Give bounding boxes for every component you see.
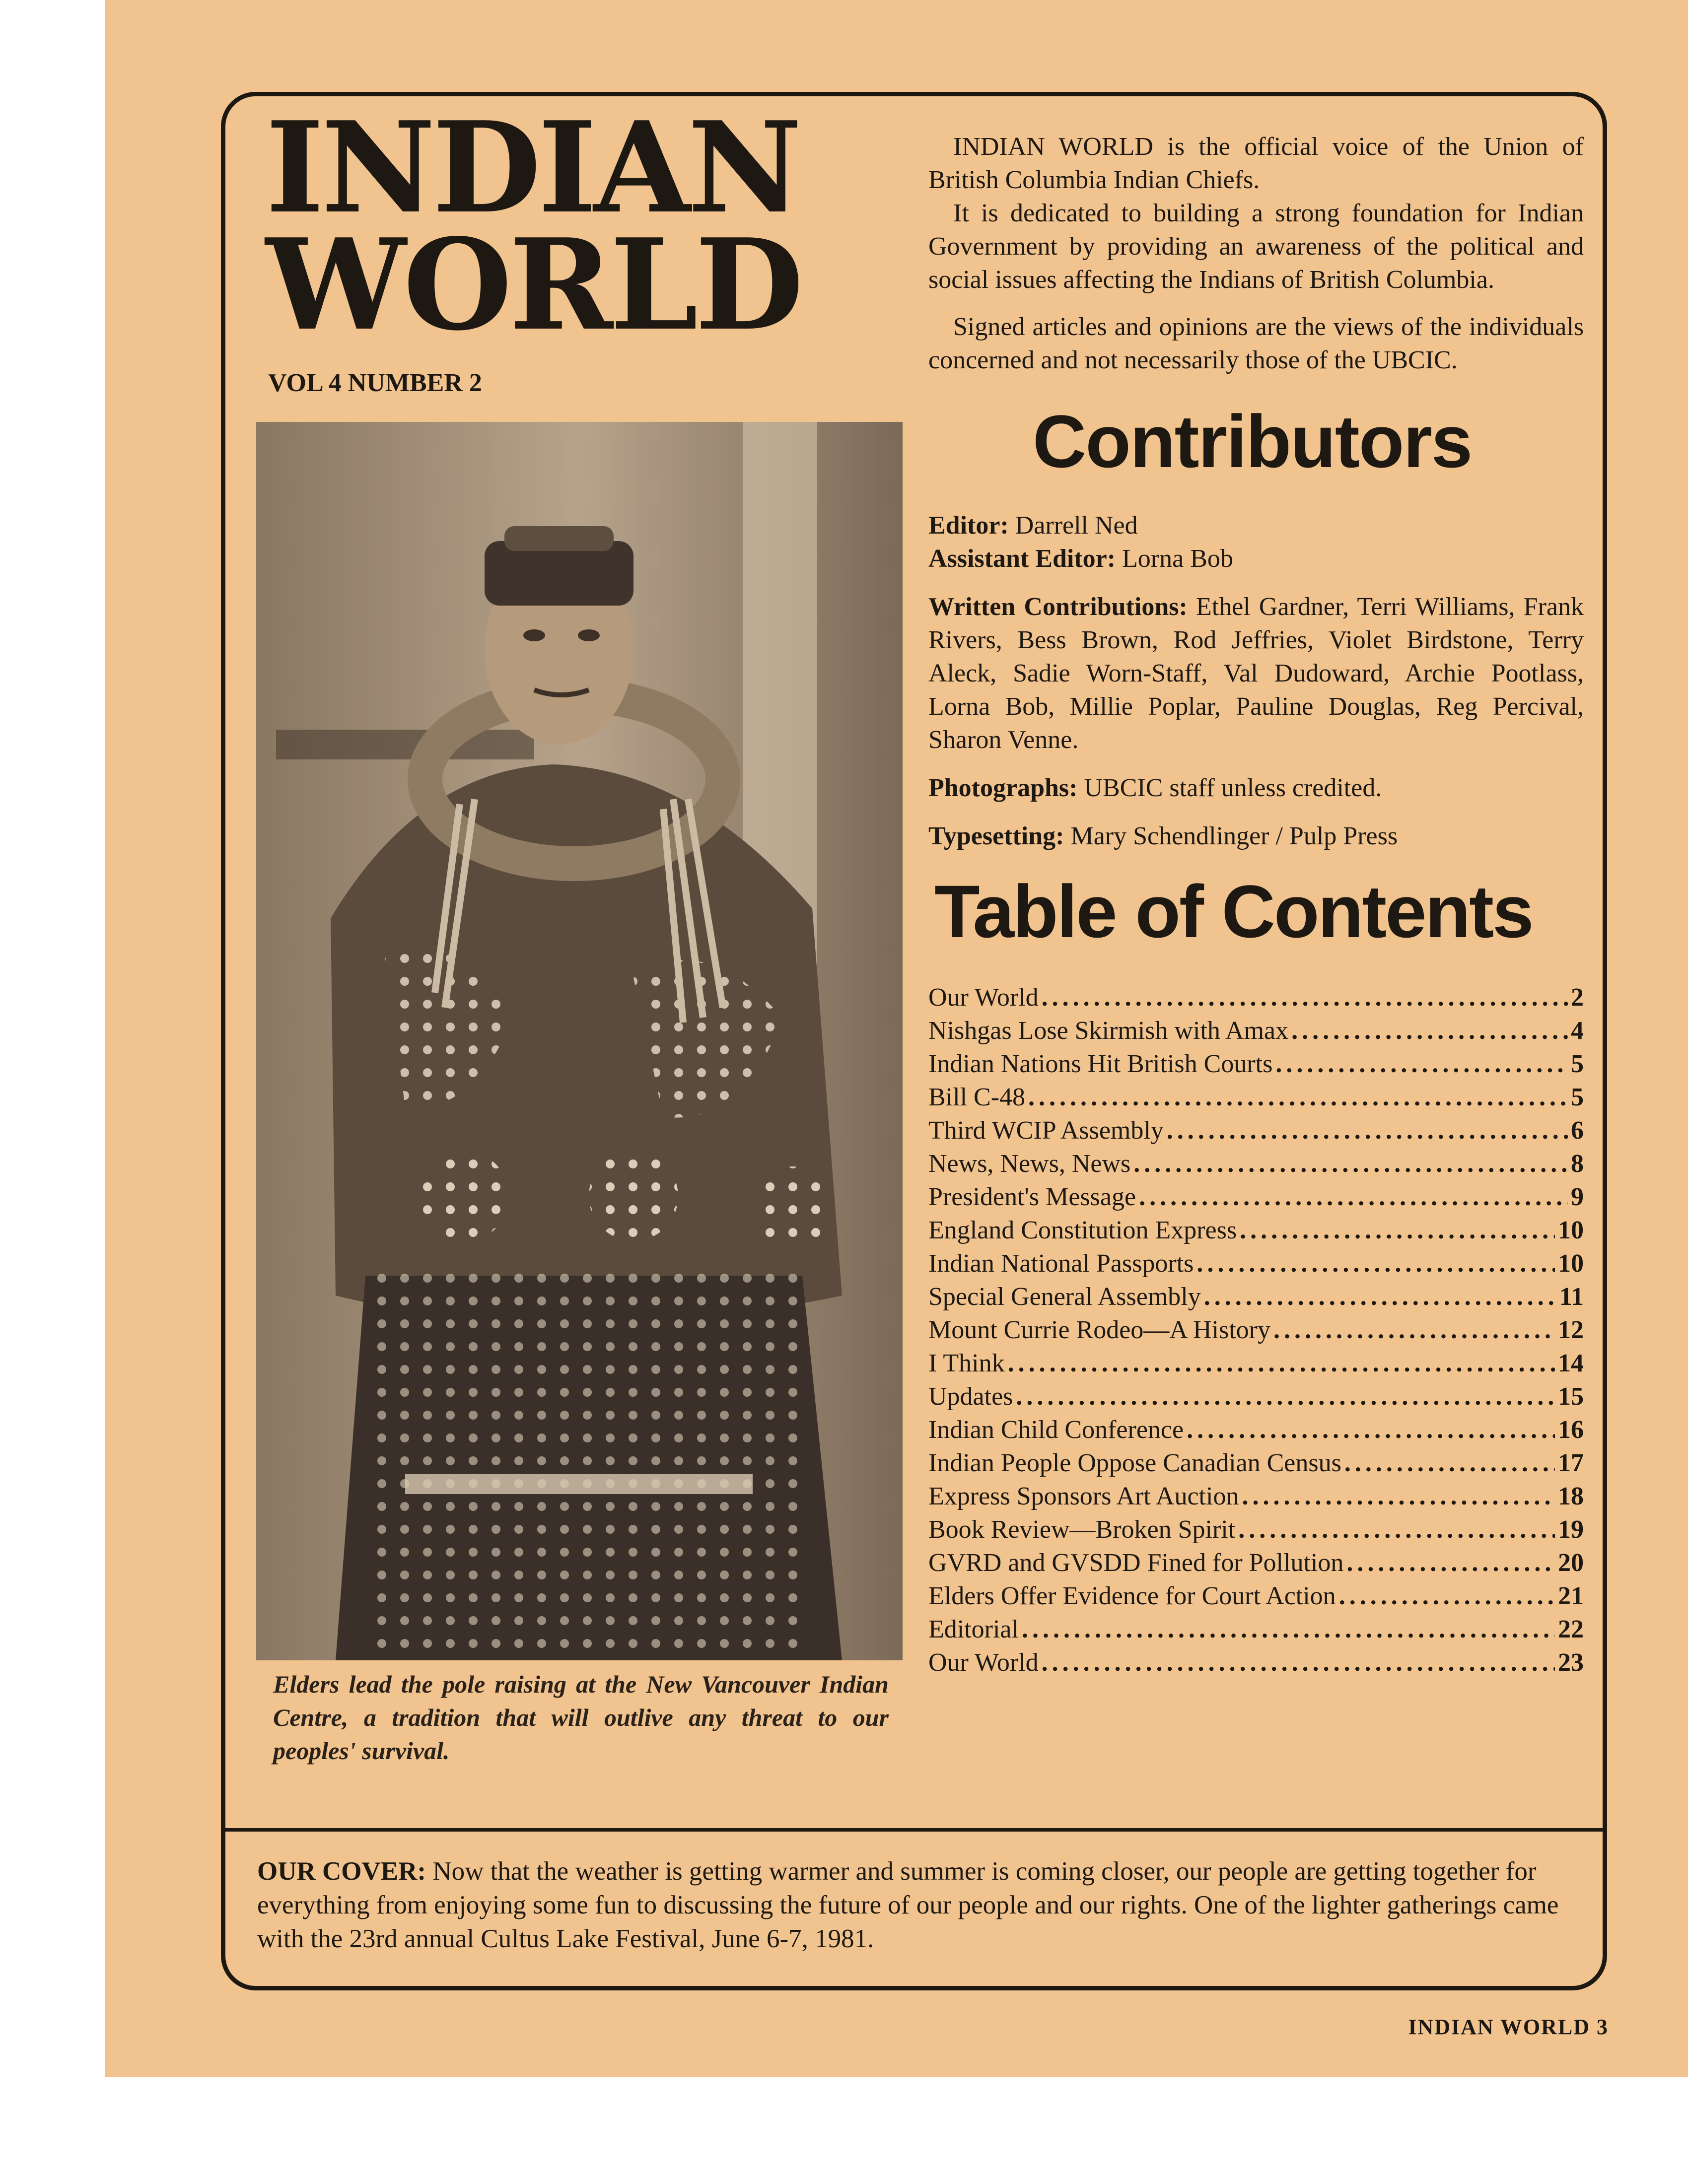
toc-entry-page: 2 xyxy=(1571,983,1584,1012)
toc-entry-page: 14 xyxy=(1558,1349,1584,1377)
toc-entry-page: 21 xyxy=(1558,1582,1584,1610)
toc-entry xyxy=(928,1247,1584,1280)
table-of-contents-list xyxy=(928,981,1584,1679)
toc-leader-dots xyxy=(1240,1214,1555,1247)
toc-entry xyxy=(928,1280,1584,1313)
toc-entry xyxy=(928,1081,1584,1114)
toc-entry-title: Indian Child Conference xyxy=(928,1416,1184,1444)
toc-entry-title: Elders Offer Evidence for Court Action xyxy=(928,1582,1336,1610)
toc-entry-page: 19 xyxy=(1558,1515,1584,1544)
typesetting-text: Mary Schendlinger / Pulp Press xyxy=(1064,822,1398,850)
toc-leader-dots xyxy=(1187,1413,1555,1446)
toc-entry xyxy=(928,1579,1584,1613)
masthead-title xyxy=(266,94,842,358)
toc-entry xyxy=(928,1446,1584,1480)
toc-entry-title: GVRD and GVSDD Fined for Pollution xyxy=(928,1549,1344,1577)
toc-entry xyxy=(928,1413,1584,1446)
photographs-credit xyxy=(928,771,1584,805)
right-column xyxy=(928,130,1584,1679)
toc-leader-dots xyxy=(1339,1579,1555,1613)
toc-entry-title: Third WCIP Assembly xyxy=(928,1116,1164,1145)
toc-entry-title: Nishgas Lose Skirmish with Amax xyxy=(928,1017,1289,1045)
written-contributions-credit xyxy=(928,590,1584,756)
typesetting-credit xyxy=(928,819,1584,853)
written-contributions-label: Written Contributions: xyxy=(928,593,1188,621)
toc-entry-page: 23 xyxy=(1558,1648,1584,1677)
photographs-text: UBCIC staff unless credited. xyxy=(1077,774,1382,802)
toc-entry-title: Updates xyxy=(928,1382,1013,1411)
toc-entry xyxy=(928,1380,1584,1413)
cover-note-label: OUR COVER: xyxy=(257,1857,426,1886)
toc-entry-page: 5 xyxy=(1571,1083,1584,1111)
toc-entry-title: Indian Nations Hit British Courts xyxy=(928,1050,1273,1078)
toc-entry xyxy=(928,1613,1584,1646)
toc-leader-dots xyxy=(1344,1446,1555,1480)
assistant-editor-name: Lorna Bob xyxy=(1116,545,1233,573)
toc-entry xyxy=(928,1014,1584,1047)
page-folio: INDIAN WORLD 3 xyxy=(1408,2015,1609,2039)
toc-entry xyxy=(928,1114,1584,1147)
toc-entry-title: Editorial xyxy=(928,1615,1019,1643)
toc-leader-dots xyxy=(1167,1114,1568,1147)
intro-text xyxy=(928,130,1584,377)
toc-entry-page: 6 xyxy=(1571,1116,1584,1145)
elder-photograph xyxy=(256,422,903,1660)
toc-entry-title: Indian National Passports xyxy=(928,1249,1194,1278)
cover-note-text: Now that the weather is getting warmer and summer is coming closer, our people are getting together for everything from enjoying some fun to discussing the future of our people and our rights. One of the lighter gatherings came with the 23rd annual Cultus Lake Festival, June 6-7, 1981. xyxy=(257,1857,1559,1953)
toc-entry-page: 4 xyxy=(1571,1017,1584,1045)
toc-entry-title: Mount Currie Rodeo—A History xyxy=(928,1316,1270,1344)
contributors-heading: Contributors xyxy=(1033,400,1472,483)
intro-paragraph: It is dedicated to building a strong foundation for Indian Government by providing an awareness of the political and social issues affecting the Indians of British Columbia. xyxy=(928,199,1584,294)
toc-entry-page: 22 xyxy=(1558,1615,1584,1643)
toc-leader-dots xyxy=(1346,1546,1555,1579)
toc-entry-title: Indian People Oppose Canadian Census xyxy=(928,1449,1341,1477)
assistant-editor-credit xyxy=(928,542,1584,575)
intro-paragraph: INDIAN WORLD is the official voice of the Union of British Columbia Indian Chiefs. xyxy=(928,133,1584,194)
toc-entry-title: I Think xyxy=(928,1349,1005,1377)
toc-entry-title: News, News, News xyxy=(928,1150,1131,1178)
masthead-line-2: WORLD xyxy=(266,211,801,358)
toc-entry xyxy=(928,1313,1584,1347)
toc-entry-title: England Constitution Express xyxy=(928,1216,1237,1244)
toc-entry xyxy=(928,1646,1584,1679)
toc-entry xyxy=(928,1513,1584,1546)
toc-entry-page: 15 xyxy=(1558,1382,1584,1411)
toc-entry-page: 10 xyxy=(1558,1249,1584,1278)
toc-leader-dots xyxy=(1133,1147,1568,1180)
toc-leader-dots xyxy=(1016,1380,1555,1413)
photographs-label: Photographs: xyxy=(928,774,1078,802)
toc-entry-title: Our World xyxy=(928,1648,1039,1677)
written-contributions-names: Ethel Gardner, Terri Williams, Frank Rivers, Bess Brown, Rod Jeffries, Violet Birdstone, Terry Aleck, Sadie Worn-Staff, Val Dudoward, Archie Pootlass, Lorna Bob, Millie Poplar, Pauline Douglas, Reg Percival, Sharon Venne. xyxy=(928,593,1584,754)
assistant-editor-label: Assistant Editor: xyxy=(928,545,1116,573)
toc-entry-title: President's Message xyxy=(928,1183,1136,1211)
toc-leader-dots xyxy=(1028,1081,1568,1114)
volume-number: VOL 4 NUMBER 2 xyxy=(268,369,482,397)
toc-entry-page: 10 xyxy=(1558,1216,1584,1244)
cover-note-divider xyxy=(225,1828,1603,1832)
masthead-line-1: INDIAN xyxy=(266,94,799,241)
toc-entry xyxy=(928,1180,1584,1214)
elder-photograph-image xyxy=(256,422,903,1660)
toc-leader-dots xyxy=(1273,1313,1555,1347)
toc-entry xyxy=(928,1047,1584,1081)
toc-entry-title: Our World xyxy=(928,983,1039,1012)
toc-entry-title: Express Sponsors Art Auction xyxy=(928,1482,1239,1510)
toc-entry-page: 9 xyxy=(1571,1183,1584,1211)
editor-label: Editor: xyxy=(928,511,1009,540)
toc-entry-page: 16 xyxy=(1558,1416,1584,1444)
toc-leader-dots xyxy=(1042,981,1568,1014)
toc-leader-dots xyxy=(1242,1480,1555,1513)
toc-entry-title: Bill C-48 xyxy=(928,1083,1026,1111)
toc-entry-title: Special General Assembly xyxy=(928,1283,1201,1311)
intro-paragraph: Signed articles and opinions are the views of the individuals concerned and not necessarily those of the UBCIC. xyxy=(928,313,1584,374)
toc-entry xyxy=(928,1147,1584,1180)
toc-leader-dots xyxy=(1196,1247,1555,1280)
toc-leader-dots xyxy=(1204,1280,1556,1313)
toc-leader-dots xyxy=(1139,1180,1568,1214)
toc-leader-dots xyxy=(1238,1513,1555,1546)
editor-name: Darrell Ned xyxy=(1008,511,1138,540)
toc-entry-page: 5 xyxy=(1571,1050,1584,1078)
toc-entry-page: 17 xyxy=(1558,1449,1584,1477)
toc-entry xyxy=(928,1480,1584,1513)
toc-leader-dots xyxy=(1008,1347,1555,1380)
toc-entry-title: Book Review—Broken Spirit xyxy=(928,1515,1236,1544)
toc-leader-dots xyxy=(1275,1047,1568,1081)
editor-credit xyxy=(928,509,1584,542)
toc-entry xyxy=(928,981,1584,1014)
toc-entry-page: 11 xyxy=(1559,1283,1584,1311)
typesetting-label: Typesetting: xyxy=(928,822,1064,850)
toc-leader-dots xyxy=(1022,1613,1555,1646)
toc-entry-page: 18 xyxy=(1558,1482,1584,1510)
toc-leader-dots xyxy=(1042,1646,1555,1679)
toc-entry-page: 12 xyxy=(1558,1316,1584,1344)
toc-entry-page: 20 xyxy=(1558,1549,1584,1577)
cover-note xyxy=(257,1854,1578,1956)
toc-entry xyxy=(928,1214,1584,1247)
toc-leader-dots xyxy=(1291,1014,1568,1047)
photo-caption: Elders lead the pole raising at the New Vancouver Indian Centre, a tradition that will outlive any threat to our peoples' survival. xyxy=(273,1670,889,1765)
toc-entry xyxy=(928,1546,1584,1579)
table-of-contents-heading: Table of Contents xyxy=(934,870,1533,953)
toc-entry-page: 8 xyxy=(1571,1150,1584,1178)
toc-entry xyxy=(928,1347,1584,1380)
